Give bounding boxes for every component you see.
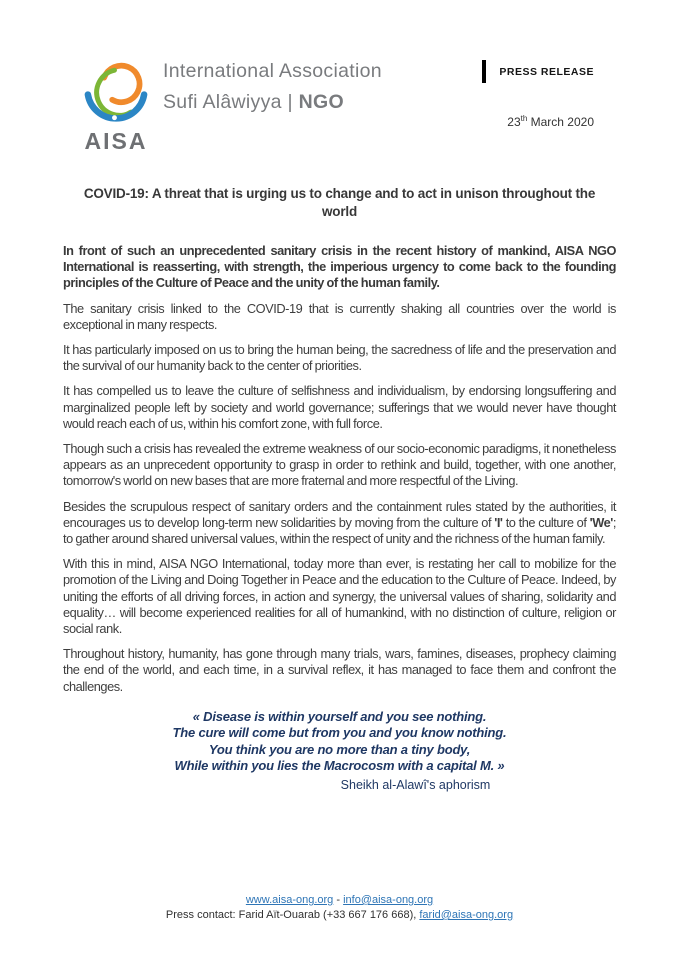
paragraph-4: It has compelled us to leave the culture of selfishness and individualism, by endorsing longsuffering and marginalized people left by society and world governance; sufferings that we would never have thought would reach each of us, within his comfort zone, with full force. (63, 383, 616, 431)
footer-links-line (0, 893, 679, 908)
quote-line-4: While within you lies the Macrocosm with a capital M. » (174, 758, 505, 774)
quote-line-2: The cure will come but from you and you know nothing. (172, 725, 507, 741)
date-ordinal-suffix: th (520, 114, 528, 123)
paragraph-6-bold-i: 'I' (494, 514, 503, 530)
document-date (482, 114, 594, 129)
header (63, 0, 616, 155)
press-release-label: PRESS RELEASE (499, 65, 594, 78)
date-rest: March 2020 (527, 115, 594, 129)
press-release-row (482, 60, 594, 83)
paragraph-6-mid: to the culture of (502, 514, 590, 530)
document-body (63, 243, 616, 695)
website-link[interactable]: www.aisa-ong.org (245, 894, 334, 906)
paragraph-5: Though such a crisis has revealed the extreme weakness of our socio-economic paradigms, it nonetheless appears as an unprecedent opportunity to grasp in order to rethink and build, together, with one another, tomorrow's world on new bases that are more fraternal and more respectful of the Living. (63, 441, 616, 489)
press-release-bar (482, 60, 486, 83)
footer-contact-line (0, 908, 679, 923)
organization-name-pipe: | (287, 91, 293, 113)
quote-line-3: You think you are no more than a tiny body, (208, 741, 471, 757)
aisa-logo (76, 53, 156, 155)
paragraph-7: With this in mind, AISA NGO International, today more than ever, is restating her call to mobilize for the promotion of the Living and Doing Together in Peace and the education to the Culture of Peace. Indeed, by uniting the efforts of all driving forces, in action and synergy, the universal values of sharing, solidarity and equality… will become experienced realities for all of humankind, with no distinction of culture, religion or social rank. (63, 556, 616, 637)
paragraph-lead: In front of such an unprecedented sanitary crisis in the recent history of mankind, AISA NGO International is reasserting, with strength, the imperious urgency to come back to the founding principles of the Culture of Peace and the unity of the human family. (63, 243, 616, 291)
quote-attribution: Sheikh al-Alawî's aphorism (340, 777, 491, 792)
paragraph-6-post: ; to gather around shared universal values, within the respect of unity and the richness of the human family. (63, 514, 616, 547)
aisa-logo-icon (78, 53, 154, 127)
document-title: COVID-19: A threat that is urging us to change and to act in unison throughout the world (83, 186, 596, 219)
footer (0, 893, 679, 923)
info-email-link[interactable]: info@aisa-ong.org (343, 894, 434, 906)
paragraph-8: Throughout history, humanity, has gone through many trials, wars, famines, diseases, prophecy claiming the end of the world, and each time, in a survival reflex, it has managed to face them and confront the challenges. (63, 646, 616, 694)
quote-line-1: « Disease is within yourself and you see nothing. (192, 708, 487, 724)
paragraph-2: The sanitary crisis linked to the COVID-19 that is currently shaking all countries over the world is exceptional in many respects. (63, 300, 616, 332)
aphorism-quote (63, 709, 616, 794)
organization-name-line2 (163, 87, 382, 118)
paragraph-3: It has particularly imposed on us to bring the human being, the sacredness of life and the preservation and the survival of our humanity back to the center of priorities. (63, 342, 616, 374)
date-day: 23 (507, 115, 521, 129)
organization-name-sufi: Sufi Alâwiyya (163, 91, 282, 113)
paragraph-6-bold-we: 'We' (589, 514, 613, 530)
footer-link-separator: - (333, 894, 344, 906)
organization-name-ngo: NGO (298, 91, 344, 113)
press-contact-text: Press contact: Farid Aït-Ouarab (+33 667 176 668), (165, 909, 420, 921)
logo-wordmark: AISA (84, 128, 148, 154)
organization-name-line1: International Association (163, 60, 382, 82)
contact-email-link[interactable]: farid@aisa-ong.org (419, 909, 514, 921)
organization-name (163, 53, 382, 118)
paragraph-6 (63, 499, 616, 548)
paragraph-6-pre: Besides the scrupulous respect of sanitary orders and the containment rules stated by the authorities, it encourages us to develop long-term new solidarities by moving from the culture of (63, 498, 616, 530)
press-release-block (482, 53, 594, 129)
